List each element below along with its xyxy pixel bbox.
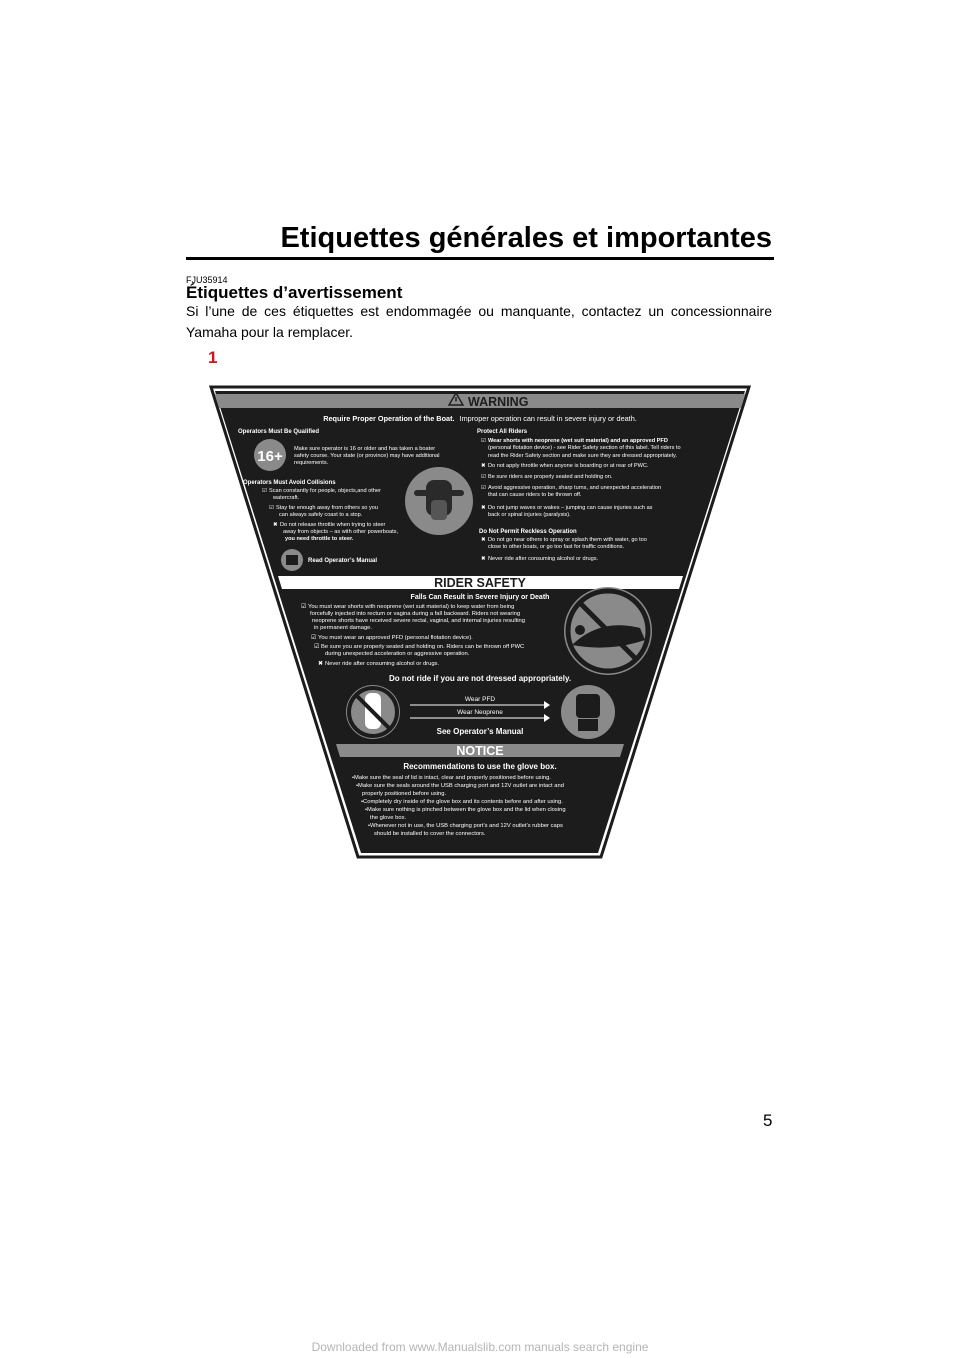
check-icon: ☑	[481, 474, 487, 480]
label-text-line: that can cause riders to be thrown off.	[488, 492, 582, 498]
label-text-line: Do not go near others to spray or splash them with water, go too	[488, 537, 647, 543]
notice-header: NOTICE	[456, 744, 504, 758]
label-text-line: Stay far enough away from others so you	[276, 505, 378, 511]
label-text-line: properly positioned before using.	[362, 791, 447, 797]
riders-title: Protect All Riders	[477, 429, 528, 435]
section-heading: Étiquettes d’avertissement	[186, 283, 403, 302]
wear-neoprene: Wear Neoprene	[457, 709, 503, 716]
warning-subheader: Require Proper Operation of the Boat. Improper operation can result in severe injury or death.	[323, 414, 637, 423]
label-text-line: •Make sure nothing is pinched between the glove box and the lid when closing	[365, 807, 566, 813]
label-text-line: •Completely dry inside of the glove box and its contents before and after using.	[361, 799, 563, 805]
section-code: FJU35914	[186, 275, 228, 285]
label-text-line: Never ride after consuming alcohol or drugs.	[488, 556, 599, 562]
no-icon: ✖	[481, 556, 486, 562]
pfd-shorts-shape	[578, 719, 598, 731]
qualified-title: Operators Must Be Qualified	[238, 429, 320, 435]
label-text-line: can always safely coast to a stop.	[279, 512, 363, 518]
no-icon: ✖	[481, 463, 486, 469]
pfd-vest-shape	[576, 694, 600, 718]
label-text-line: close to other boats, or go too fast for traffic conditions.	[488, 544, 625, 550]
label-text-line: Avoid aggressive operation, sharp turns, and unexpected acceleration	[488, 485, 662, 491]
label-text-line: Wear shorts with neoprene (wet suit material) and an approved PFD	[488, 438, 668, 444]
check-icon: ☑	[481, 438, 487, 444]
check-icon: ☑	[262, 488, 268, 494]
see-manual: See Operator’s Manual	[436, 727, 524, 736]
callout-number: 1	[208, 348, 218, 367]
label-text-line: You must wear an approved PFD (personal flotation device).	[318, 635, 473, 641]
rider-safety-header: RIDER SAFETY	[434, 576, 526, 590]
label-text-line: Do not apply throttle when anyone is boarding or at rear of PWC.	[488, 463, 649, 469]
dress-warning: Do not ride if you are not dressed appropriately.	[388, 674, 572, 683]
page-title: Etiquettes générales et importantes	[280, 222, 772, 254]
warning-header: WARNING	[468, 395, 529, 409]
label-text-line: Be sure you are properly seated and holding on. Riders can be thrown off PWC	[321, 644, 525, 650]
label-text-line: should be installed to cover the connectors.	[374, 831, 486, 837]
label-text-line: •Make sure the seals around the USB charging port and 12V outlet are intact and	[356, 783, 564, 789]
no-icon: ✖	[273, 522, 278, 528]
label-text-line: Scan constantly for people, objects,and other	[269, 488, 381, 494]
check-icon: ☑	[311, 635, 317, 641]
warning-exclamation	[455, 397, 456, 402]
age-badge: 16+	[257, 448, 283, 465]
wear-pfd: Wear PFD	[464, 696, 496, 703]
label-text-line: Do not jump waves or wakes – jumping can cause injuries such as	[488, 505, 653, 511]
label-text-line: requirements.	[294, 460, 329, 466]
label-text-line: watercraft.	[273, 495, 300, 501]
check-icon: ☑	[269, 505, 275, 511]
footer-watermark: Downloaded from www.Manualslib.com manuals search engine	[311, 1340, 649, 1354]
rider-safety-subheader: Falls Can Result in Severe Injury or Death	[410, 594, 550, 601]
page-number: 5	[763, 1111, 773, 1130]
label-text-line: Make sure operator is 16 or older and has taken a boater	[294, 446, 436, 452]
label-text-line: •Make sure the seal of lid is intact, clear and properly positioned before using.	[352, 775, 551, 781]
collisions-title: Operators Must Avoid Collisions	[243, 480, 336, 486]
label-text-line: read the Rider Safety section and make sure they are dressed appropriately.	[488, 453, 677, 459]
label-text-line: Be sure riders are properly seated and holding on.	[488, 474, 613, 480]
no-icon: ✖	[481, 505, 486, 511]
label-text-line: you need throttle to steer.	[285, 536, 354, 542]
label-text-line: (personal flotation device) - see Rider Safety section of this label. Tell riders to	[488, 445, 681, 451]
manual-note: Read Operator’s Manual	[308, 558, 378, 564]
manual-book-shape	[286, 555, 298, 565]
pwc-handlebar-shape	[414, 490, 464, 496]
label-text-line: •Whenever not in use, the USB charging port’s and 12V outlet’s rubber caps	[368, 823, 563, 829]
label-text-line: away from objects – as with other powerboats,	[283, 529, 399, 535]
label-text-line: during unexpected acceleration or aggressive operation.	[325, 651, 470, 657]
label-text-line: You must wear shorts with neoprene (wet suit material) to keep water from being	[308, 604, 515, 610]
reckless-title: Do Not Permit Reckless Operation	[479, 529, 577, 535]
check-icon: ☑	[314, 644, 320, 650]
intro-paragraph: Si l’une de ces étiquettes est endommagée ou manquante, contactez un concessionnaire Yamaha pour la remplacer.	[186, 303, 772, 340]
no-icon: ✖	[318, 661, 323, 667]
label-text-line: back or spinal injuries (paralysis).	[488, 512, 571, 518]
check-icon: ☑	[481, 485, 487, 491]
label-text-line: Do not release throttle when trying to steer	[280, 522, 386, 528]
notice-subheader: Recommendations to use the glove box.	[403, 762, 557, 771]
label-text-line: Never ride after consuming alcohol or drugs.	[325, 661, 440, 667]
label-text-line: the glove box.	[370, 815, 407, 821]
pwc-seat-shape	[431, 500, 447, 520]
label-text-line: safety course. Your state (or province) may have additional	[294, 453, 440, 459]
label-text-line: neoprene shorts have received severe rectal, vaginal, and internal injuries resulting	[312, 618, 525, 624]
label-text-line: in permanent damage.	[314, 625, 373, 631]
label-text-line: forcefully injected into rectum or vagina during a fall backward. Riders not wearing	[310, 611, 521, 617]
rider-figure-shape	[575, 625, 585, 635]
no-icon: ✖	[481, 537, 486, 543]
check-icon: ☑	[301, 604, 307, 610]
